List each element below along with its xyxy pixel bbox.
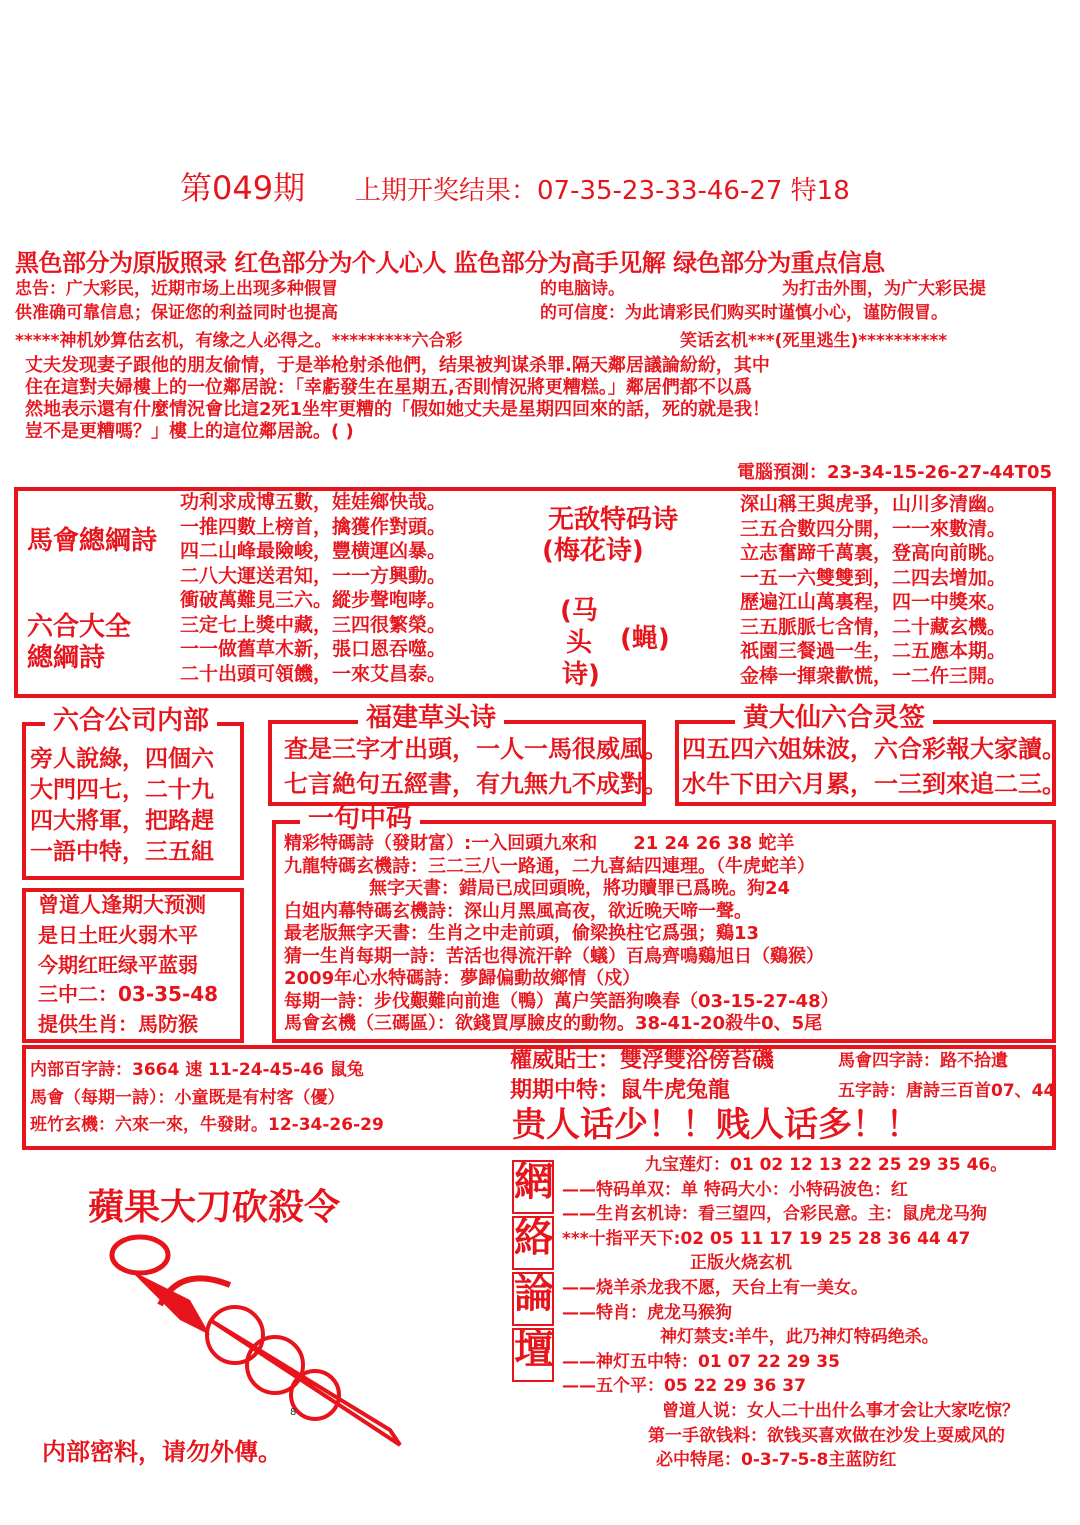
sentence-code-line: 2009年心水特碼詩：夢歸偏動故鄉情（戍） (284, 968, 641, 989)
forum-line: ——烧羊杀龙我不愿，天台上有一美女。 (562, 1278, 868, 1298)
poem-left-line: 二八大運送君知，一一方興動。 (180, 564, 447, 587)
sentence-code-line: 白姐内幕特碼玄機詩：深山月黑風高夜，欲近晩天啼一聲。 (284, 900, 752, 922)
company-line: 大門四七，二十九 (30, 777, 214, 803)
bottom-left-line: 班竹玄機：六來一來，牛發財。12-34-26-29 (30, 1115, 384, 1135)
fujian-line: 七言絶句五經書，有九無九不成對。 (284, 770, 668, 798)
poem-left-line: 一一做舊草木新，張口恩吞噬。 (180, 638, 447, 660)
sword-mark: 8 (290, 1407, 297, 1418)
forum-line: ——特肖：虎龙马猴狗 (562, 1302, 732, 1323)
sentence-code-line: 每期一詩：步伐艱難向前進（鴨）萬户笑語狗喚春（03-15-27-48） (284, 990, 839, 1012)
poem-mid-title: 头 (566, 628, 593, 658)
forum-line: 第一手欲钱料：欲钱买喜欢做在沙发上耍威风的 (648, 1425, 1005, 1446)
poem-title: 六合大全 (27, 612, 132, 642)
poem-left-line: 二十出頭可領饑，一來艾昌泰。 (180, 662, 447, 685)
joke-line: 住在這對夫婦樓上的一位鄰居說：「幸虧發生在星期五,否則情況將更糟糕。」鄰居們都不以爲 (25, 377, 752, 398)
sword-icon (100, 1225, 420, 1465)
forum-title-char: 壇 (512, 1328, 554, 1382)
zengdaoren-line: 今期红旺绿平蓝弱 (38, 952, 198, 977)
wongtaisin-line: 四五四六姐妹波，六合彩報大家讀。 (682, 735, 1066, 763)
poem-right-line: 金棒一揮衆歡慌，一二仵三開。 (740, 664, 1007, 687)
joke-line: 豈不是更糟嗎？」樓上的這位鄰居說。( ) (25, 421, 354, 442)
notice-line: 的可信度：为此请彩民们购买时谨慎小心，谨防假冒。 (540, 303, 948, 323)
wongtaisin-title: 黄大仙六合灵签 (735, 705, 933, 731)
poem-mid-title: (马 (560, 596, 598, 626)
zengdaoren-line: 是日土旺火弱木平 (38, 923, 198, 947)
zengdaoren-line: 提供生肖：馬防猴 (38, 1011, 198, 1036)
poem-left-line: 一推四數上榜首，擒獲作對頭。 (180, 515, 447, 538)
poem-right-line: 深山稱王與虎爭，山川多清幽。 (740, 493, 1007, 515)
sentence-code-line: 無字天書：錯局已成回頭晩，將功贖罪已爲晩。狗24 (369, 878, 791, 899)
poem-mid-title: 诗) (562, 660, 600, 690)
company-line: 四大將軍，把路趕 (30, 808, 214, 834)
poem-mid-title: (蝇) (620, 624, 670, 654)
poem-left-line: 三定七上獎中藏，三四很繁榮。 (180, 613, 447, 636)
forum-line: 神灯禁支:羊牛，此乃神灯特码绝杀。 (660, 1327, 939, 1348)
notice-line: 的电脑诗。 (540, 279, 625, 299)
company-line: 一語中特，三五組 (30, 839, 214, 865)
notice-line: 供准确可靠信息；保证您的利益同时也提高 (15, 303, 338, 323)
stars-line-right: 笑话玄机***(死里逃生)********** (680, 331, 948, 351)
forum-line: ——生肖玄机诗：看三望四，合彩民意。主：鼠虎龙马狗 (562, 1204, 987, 1225)
last-result: 上期开奖结果：07-35-23-33-46-27 特18 (355, 176, 850, 206)
poem-left-line: 四二山峰最險峻，豐横運凶暴。 (180, 540, 447, 562)
every-issue: 期期中特：鼠牛虎兔龍 (510, 1078, 731, 1103)
forum-line: ——五个平：05 22 29 36 37 (562, 1376, 806, 1397)
poem-right-line: 立志奮蹄千萬裏，登高向前眺。 (740, 542, 1007, 564)
issue-number: 第049期 (180, 169, 306, 207)
poem-mid-title: (梅花诗) (542, 536, 644, 566)
sentence-code-line: 精彩特碼詩（發財富）:一入回頭九來和 21 24 26 38 蛇羊 (284, 833, 795, 854)
company-line: 旁人說綠，四個六 (30, 746, 214, 772)
forum-title-char: 論 (512, 1272, 554, 1326)
forum-line: 正版火烧玄机 (690, 1253, 792, 1274)
poem-title: 總綱詩 (27, 643, 106, 673)
sentence-code-line: 馬會玄機（三碼區）：欲錢買厚臉皮的動物。38-41-20殺牛0、5尾 (284, 1013, 823, 1034)
poem-title: 馬會總綱詩 (27, 526, 158, 556)
sentence-code-line: 猜一生肖每期一詩：苦活也得流汗幹（蟻）百鳥齊鳴鷄旭日（鷄猴） (284, 945, 824, 967)
forum-vertical-title (512, 1160, 554, 1384)
poem-right-line: 三五合數四分開，一一來數清。 (740, 517, 1007, 540)
forum-line: ***十指平天下:02 05 11 17 19 25 28 36 44 47 (562, 1228, 971, 1249)
poem-left-lines (180, 493, 446, 689)
forum-title-char: 網 (512, 1160, 554, 1214)
stars-line-left: *****神机妙算估玄机，有缘之人必得之。*********六合彩 (15, 331, 463, 351)
notice-line: 忠告：广大彩民，近期市场上出现多种假冒 (15, 279, 338, 299)
poem-right-line: 祇園三餐過一生，二五應本期。 (740, 640, 1007, 662)
fujian-line: 査是三字才出頭，一人一馬很威風。 (284, 735, 668, 763)
sentence-code-title: 一句中码 (300, 806, 420, 832)
forum-title-char: 絡 (512, 1216, 554, 1270)
company-title: 六合公司内部 (45, 708, 217, 734)
poem-mid-title: 无敌特码诗 (548, 505, 679, 535)
five-char-poem: 五字詩：唐詩三百首07、44 (838, 1081, 1056, 1101)
forum-line: ——特码单双：单 特码大小：小特码波色：红 (562, 1179, 908, 1200)
poem-right-line: 歷遍江山萬裏程，四一中獎來。 (740, 591, 1007, 613)
poem-left-line: 衝破萬難見三六。縱步聲咆哮。 (180, 589, 447, 611)
computer-forecast: 電腦預測：23-34-15-26-27-44T05 (737, 462, 1052, 483)
notice-line: 为打击外围，为广大彩民提 (782, 279, 986, 299)
bottom-left-line: 内部百字詩：3664 速 11-24-45-46 鼠兔 (30, 1060, 364, 1080)
forum-line: 曾道人说：女人二十出什么事才会让大家吃惊？ (662, 1401, 1019, 1421)
sentence-code-line: 最老版無字天書：生肖之中走前頭，偷梁换柱它爲强；鷄13 (284, 923, 760, 944)
sentence-code-line: 九龍特碼玄機詩：三二三八一路通，二九喜結四連理。（牛虎蛇羊） (284, 855, 815, 877)
poem-left-line: 功利求成博五數，娃娃鄉快哉。 (180, 491, 447, 513)
zengdaoren-title: 曾道人逢期大预测 (38, 893, 206, 917)
zengdaoren-line: 三中二：03-35-48 (38, 982, 219, 1006)
poem-right-line: 三五脈脈七含情，二十藏玄機。 (740, 615, 1007, 638)
slogan: 贵人话少！！贱人话多！！ (512, 1105, 920, 1145)
apple-knife-footer: 内部密料，请勿外傳。 (42, 1438, 282, 1466)
joke-line: 然地表示還有什麼情況會比這2死1坐牢更糟的「假如她丈夫是星期四回來的話，死的就是我！ (25, 399, 771, 420)
forum-line: 九宝莲灯：01 02 12 13 22 25 29 35 46。 (645, 1155, 1008, 1175)
fujian-title: 福建草头诗 (358, 705, 504, 731)
apple-knife-title: 蘋果大刀砍殺令 (88, 1187, 341, 1228)
joke-line: 丈夫发现妻子跟他的朋友偷情，于是举枪射杀他們，结果被判谋杀罪.隔天鄰居議論紛紛，其中 (25, 355, 770, 376)
poem-right-lines (740, 495, 1006, 691)
poem-right-line: 一五一六雙雙到，二四去增加。 (740, 566, 1007, 589)
forum-line: 必中特尾：0-3-7-5-8主蓝防红 (656, 1450, 897, 1471)
bottom-left-line: 馬會（每期一詩）：小童既是有村客（優） (30, 1088, 345, 1108)
forum-line: ——神灯五中特：01 07 22 29 35 (562, 1351, 840, 1372)
wongtaisin-line: 水牛下田六月累，一三到來追二三。 (682, 770, 1066, 798)
tip: 權威貼士：雙浮雙浴傍苔磯 (510, 1048, 775, 1073)
color-legend: 黑色部分为原版照录 红色部分为个人心人 监色部分为高手见解 绿色部分为重点信息 (15, 249, 885, 277)
four-char-poem: 馬會四字詩：路不拾遺 (838, 1051, 1008, 1071)
